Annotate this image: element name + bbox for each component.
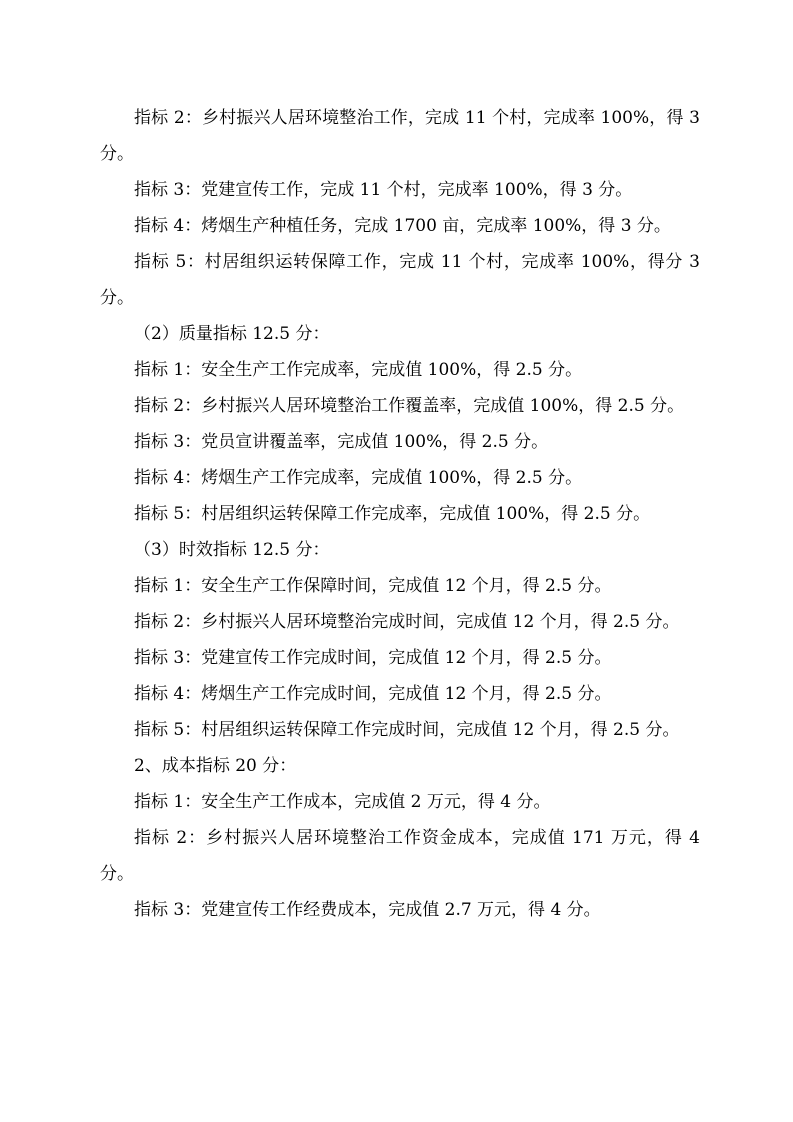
paragraph-cost-indicator-3: 指标 3：党建宣传工作经费成本，完成值 2.7 万元，得 4 分。 <box>134 900 601 920</box>
body-text <box>100 100 700 928</box>
paragraph-time-indicator-1: 指标 1：安全生产工作保障时间，完成值 12 个月，得 2.5 分。 <box>134 576 612 596</box>
section-heading-quality: （2）质量指标 12.5 分： <box>134 324 330 344</box>
section-heading-cost: 2、成本指标 20 分： <box>134 756 297 776</box>
paragraph-quality-indicator-1: 指标 1：安全生产工作完成率，完成值 100%，得 2.5 分。 <box>134 360 583 380</box>
paragraph-quality-indicator-4: 指标 4：烤烟生产工作完成率，完成值 100%，得 2.5 分。 <box>134 468 583 488</box>
paragraph-time-indicator-3: 指标 3：党建宣传工作完成时间，完成值 12 个月，得 2.5 分。 <box>134 648 612 668</box>
paragraph-indicator-2-rural-environment: 指标 2：乡村振兴人居环境整治工作，完成 11 个村，完成率 100%，得 3 分。 <box>100 108 700 164</box>
paragraph-time-indicator-5: 指标 5：村居组织运转保障工作完成时间，完成值 12 个月，得 2.5 分。 <box>134 720 680 740</box>
paragraph-time-indicator-4: 指标 4：烤烟生产工作完成时间，完成值 12 个月，得 2.5 分。 <box>134 684 612 704</box>
paragraph-indicator-5-village-operation: 指标 5：村居组织运转保障工作，完成 11 个村，完成率 100%，得分 3 分。 <box>100 252 700 308</box>
paragraph-quality-indicator-5: 指标 5：村居组织运转保障工作完成率，完成值 100%，得 2.5 分。 <box>134 504 651 524</box>
paragraph-quality-indicator-3: 指标 3：党员宣讲覆盖率，完成值 100%，得 2.5 分。 <box>134 432 549 452</box>
paragraph-cost-indicator-2: 指标 2：乡村振兴人居环境整治工作资金成本，完成值 171 万元，得 4 分。 <box>100 828 700 884</box>
section-heading-timeliness: （3）时效指标 12.5 分： <box>134 540 330 560</box>
paragraph-indicator-4-tobacco-planting: 指标 4：烤烟生产种植任务，完成 1700 亩，完成率 100%，得 3 分。 <box>134 216 671 236</box>
paragraph-cost-indicator-1: 指标 1：安全生产工作成本，完成值 2 万元，得 4 分。 <box>134 792 551 812</box>
paragraph-time-indicator-2: 指标 2：乡村振兴人居环境整治完成时间，完成值 12 个月，得 2.5 分。 <box>134 612 680 632</box>
paragraph-indicator-3-party-promotion: 指标 3：党建宣传工作，完成 11 个村，完成率 100%，得 3 分。 <box>134 180 633 200</box>
paragraph-quality-indicator-2: 指标 2：乡村振兴人居环境整治工作覆盖率，完成值 100%，得 2.5 分。 <box>134 396 685 416</box>
